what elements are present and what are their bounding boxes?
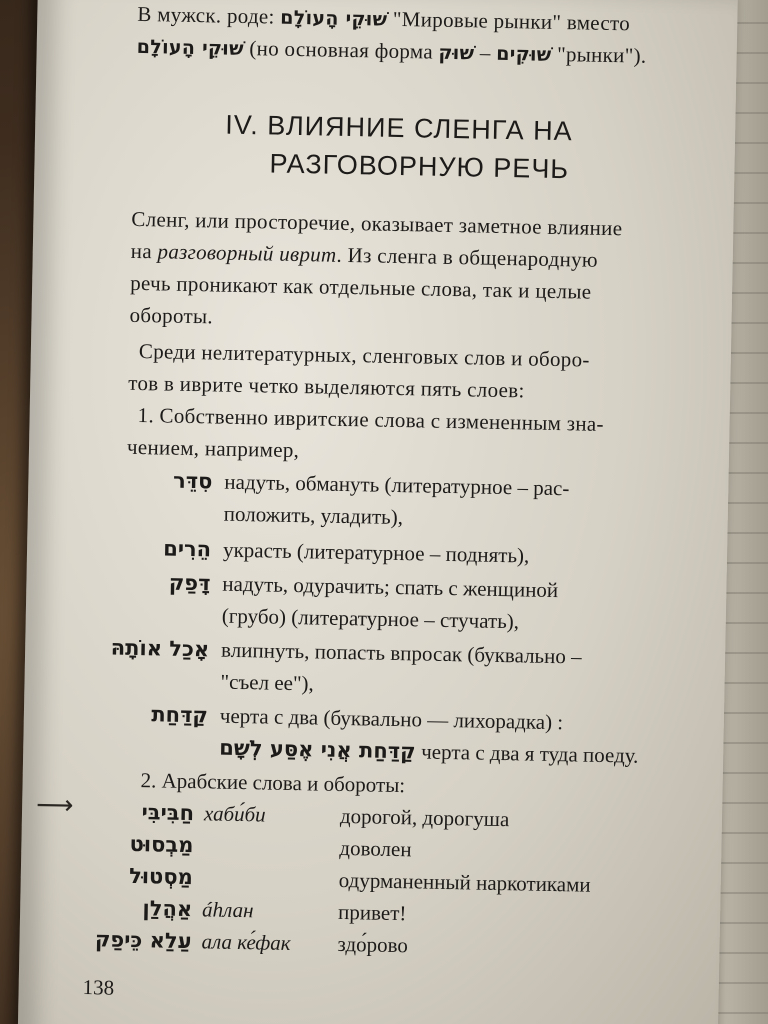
para1-italic-term: разговорный иврит bbox=[157, 239, 337, 267]
top-line-2 bbox=[137, 34, 647, 69]
para2-line-3: 1. Собственно ивритские слова с измененным зна- bbox=[137, 402, 605, 436]
page-number: 138 bbox=[82, 975, 115, 1000]
para1-line-2 bbox=[131, 239, 599, 273]
arabic-entry5-hebrew: עַלַא כֵּיפַק bbox=[94, 927, 192, 954]
para2-line-2: тов в иврите четко выделяются пять слоев: bbox=[128, 370, 525, 403]
entry1-hebrew: סִדֵּר bbox=[172, 468, 213, 494]
para1-line-2a: на bbox=[130, 238, 153, 264]
top-line-1 bbox=[137, 2, 630, 36]
entry3-line-1: надуть, одурачить; спать с женщиной bbox=[222, 571, 559, 603]
book-page bbox=[17, 0, 738, 1024]
arabic-entry2-meaning: доволен bbox=[339, 835, 412, 862]
entry4-line-1: влипнуть, попасть впросак (буквально – bbox=[220, 637, 582, 669]
top-line-2-dash: – bbox=[479, 40, 491, 65]
top-line-2-hebrew: שׁוּקֵי הָעוֹלָם bbox=[136, 35, 245, 60]
para1-line-2b: . Из сленга в общенародную bbox=[336, 242, 599, 272]
example-hebrew: קַדַּחַת אֲנִי אֶסַּע לְשָׁם bbox=[219, 735, 416, 764]
entry1-line-1: надуть, обмануть (литературное – рас- bbox=[224, 469, 570, 501]
arabic-entry1-translit: хаби́би bbox=[203, 801, 266, 827]
example-text: черта с два я туда поеду. bbox=[421, 739, 639, 768]
section-title-line-1: IV. ВЛИЯНИЕ СЛЕНГА НА bbox=[224, 109, 573, 147]
arabic-entry2-hebrew: מַבְסוּט bbox=[129, 831, 194, 858]
top-line-1-translation: "Мировые рынки" вместо bbox=[392, 6, 631, 36]
entry2-hebrew: הֵרִים bbox=[162, 536, 212, 562]
arabic-entry5-translit: ала ке́фак bbox=[201, 929, 291, 956]
arabic-entry3-meaning: одурманенный наркотиками bbox=[338, 867, 591, 897]
entry4-line-2: "съел ее"), bbox=[220, 669, 315, 696]
para2-line-1: Среди нелитературных, сленговых слов и оборо- bbox=[138, 339, 590, 372]
arabic-entry1-meaning: дорогой, дорогуша bbox=[339, 803, 510, 832]
arabic-entry5-meaning: здо́рово bbox=[337, 931, 409, 958]
top-line-1-text: В мужск. роде: bbox=[137, 1, 275, 29]
arrow-right-icon: ⟶ bbox=[35, 790, 74, 821]
entry5-hebrew: קַדַּחַת bbox=[151, 702, 209, 728]
section-title-line-2: РАЗГОВОРНУЮ РЕЧЬ bbox=[269, 148, 570, 185]
para1-line-3: речь проникают как отдельные слова, так и целые bbox=[129, 270, 592, 304]
arabic-entry4-translit: áhлан bbox=[201, 897, 254, 923]
arabic-entry4-meaning: привет! bbox=[337, 899, 407, 926]
top-line-1-hebrew: שׁוּקֵי הָעוֹלָם bbox=[280, 6, 388, 31]
entry3-line-2: (грубо) (литературное – стучать), bbox=[221, 603, 520, 634]
section2-heading: 2. Арабские слова и обороты: bbox=[140, 768, 406, 798]
top-line-2-text: (но основная форма bbox=[249, 36, 434, 64]
entry3-hebrew: דָּפַק bbox=[168, 570, 211, 596]
top-line-2-end: "рынки"). bbox=[556, 41, 647, 68]
entry4-hebrew: אָכַל אוֹתָהּ bbox=[110, 635, 210, 662]
entry1-line-2: положить, уладить), bbox=[223, 501, 404, 530]
entry5-line-1: черта с два (буквально — лихорадка) : bbox=[219, 703, 564, 735]
top-line-2-hebrew-b: שׁוּקִים bbox=[496, 42, 552, 66]
arabic-entry4-hebrew: אַהֲלַן bbox=[142, 896, 193, 922]
top-line-2-hebrew-a: שׁוּק bbox=[438, 41, 475, 65]
entry2-line-1: украсть (литературное – поднять), bbox=[222, 537, 530, 568]
arabic-entry1-hebrew: חַבִּיבִּי bbox=[141, 800, 195, 826]
para1-line-4: обороты. bbox=[129, 302, 214, 329]
para2-line-4: чением, например, bbox=[126, 434, 300, 463]
arabic-entry3-hebrew: מַסְטוּל bbox=[128, 863, 194, 890]
para1-line-1: Сленг, или просторечие, оказывает заметное влияние bbox=[131, 206, 623, 241]
